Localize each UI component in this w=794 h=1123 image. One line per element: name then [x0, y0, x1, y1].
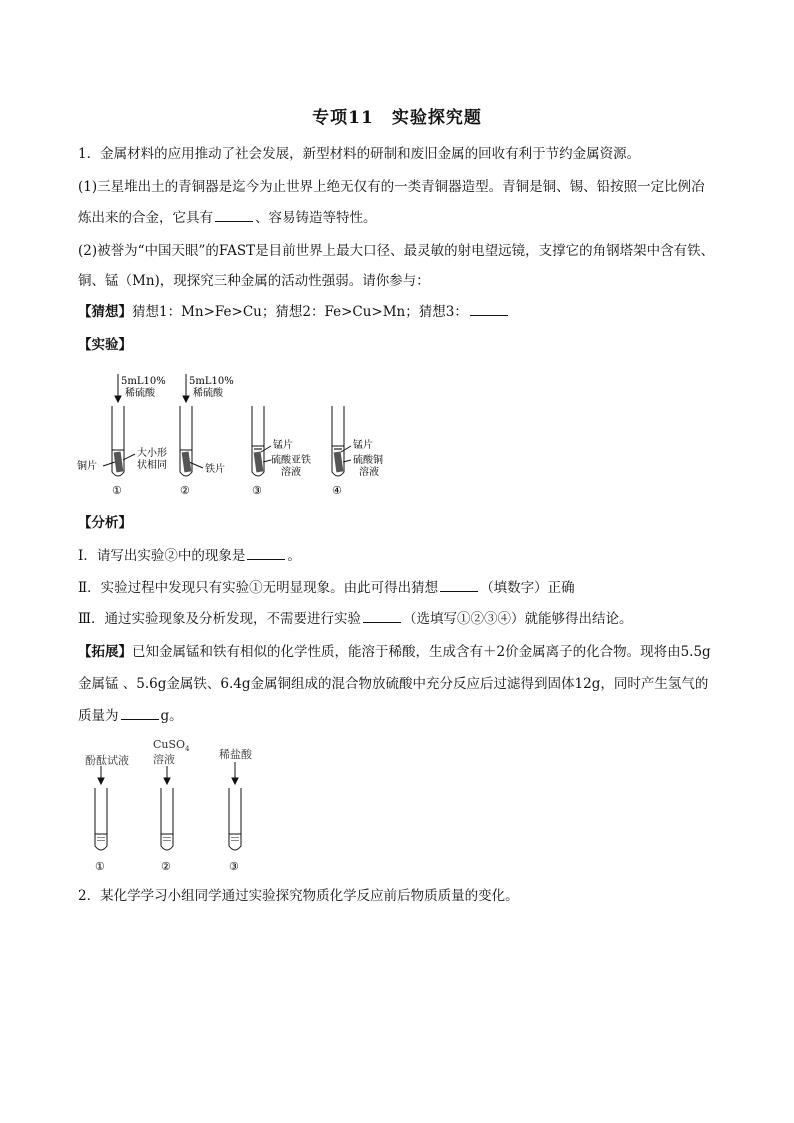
mn-label-4: 锰片	[353, 440, 373, 451]
guess-line: 【猜想】猜想1：Mn>Fe>Cu；猜想2：Fe>Cu>Mn；猜想3：	[78, 302, 738, 322]
acid-label-1b: 稀硫酸	[125, 388, 155, 399]
acid-label-2b: 稀硫酸	[193, 388, 223, 399]
same-label-1: 大小形	[137, 448, 167, 459]
tube-number-1: ①	[95, 860, 105, 873]
tube-number-2: ②	[180, 484, 190, 497]
q1-part1-line2: 炼出来的合金，它具有 、容易铸造等特性。	[78, 210, 377, 226]
solution-label-3: 硫酸亚铁	[271, 455, 311, 466]
analysis-3: Ⅲ．通过实验现象及分析发现，不需要进行实验 （选填写①②③④）就能够得出结论。	[78, 611, 633, 627]
tube-number-3: ③	[229, 860, 239, 873]
extension-line1: 【拓展】已知金属锰和铁有相似的化学性质，能溶于稀酸，生成含有＋2价金属离子的化合物。现将由5.5g	[78, 644, 711, 660]
answer-blank[interactable]	[215, 209, 253, 222]
reagent-label-2: CuSO$_4$	[153, 738, 190, 753]
solution-label-3b: 溶液	[281, 467, 301, 478]
reagent-label-2b: 溶液	[153, 753, 175, 766]
reagent-label-3: 稀盐酸	[219, 748, 252, 761]
answer-blank[interactable]	[363, 610, 401, 623]
answer-blank[interactable]	[247, 547, 285, 560]
solution-label-4: 硫酸铜	[353, 455, 383, 466]
reagent-label-1: 酚酞试液	[85, 754, 129, 767]
tube-number-3: ③	[252, 484, 262, 497]
tube-number-1: ①	[112, 484, 122, 497]
analysis-1: Ⅰ．请写出实验②中的现象是 。	[78, 548, 301, 564]
tube-number-4: ④	[332, 484, 342, 497]
acid-label-2: 5mL10%	[189, 376, 234, 387]
analysis-2: Ⅱ．实验过程中发现只有实验①无明显现象。由此可得出猜想 （填数字）正确	[78, 580, 575, 596]
solution-label-4b: 溶液	[359, 467, 379, 478]
tube-number-2: ②	[161, 860, 171, 873]
experiment-heading: 【实验】	[78, 337, 132, 353]
extension-line2: 金属锰 、5.6g金属铁、6.4g金属铜组成的混合物放硫酸中充分反应后过滤得到固体12g，同时产生氢气的	[78, 676, 709, 692]
answer-blank[interactable]	[470, 303, 508, 316]
q1-intro: 1．金属材料的应用推动了社会发展，新型材料的研制和废旧金属的回收有利于节约金属资源。	[78, 146, 641, 162]
q1-part2-line1: (2)被誉为“中国天眼”的FAST是目前世界上最大口径、最灵敏的射电望远镜，支撑它的角钢塔架中含有铁、	[78, 243, 715, 259]
extension-line3: 质量为 g。	[78, 708, 183, 724]
page-title: 专项11 实验探究题	[312, 108, 482, 128]
experiment-figure-2	[85, 736, 285, 876]
iron-label: 铁片	[205, 464, 225, 475]
copper-label: 铜片	[77, 461, 97, 472]
mn-label-3: 锰片	[273, 440, 293, 451]
q2-text: 2．某化学学习小组同学通过实验探究物质化学反应前后物质质量的变化。	[78, 888, 519, 904]
acid-label-1: 5mL10%	[121, 376, 166, 387]
answer-blank[interactable]	[440, 579, 478, 592]
analysis-heading: 【分析】	[78, 515, 132, 531]
experiment-figure-1	[75, 372, 405, 498]
q1-part2-line2: 铜、锰（Mn)，现探究三种金属的活动性强弱。请你参与：	[78, 273, 430, 289]
same-label-2: 状相同	[137, 460, 167, 471]
answer-blank[interactable]	[121, 707, 159, 720]
q1-part1-line1: (1)三星堆出土的青铜器是迄今为止世界上绝无仅有的一类青铜器造型。青铜是铜、锡、铅按照一定比例冶	[78, 179, 705, 195]
